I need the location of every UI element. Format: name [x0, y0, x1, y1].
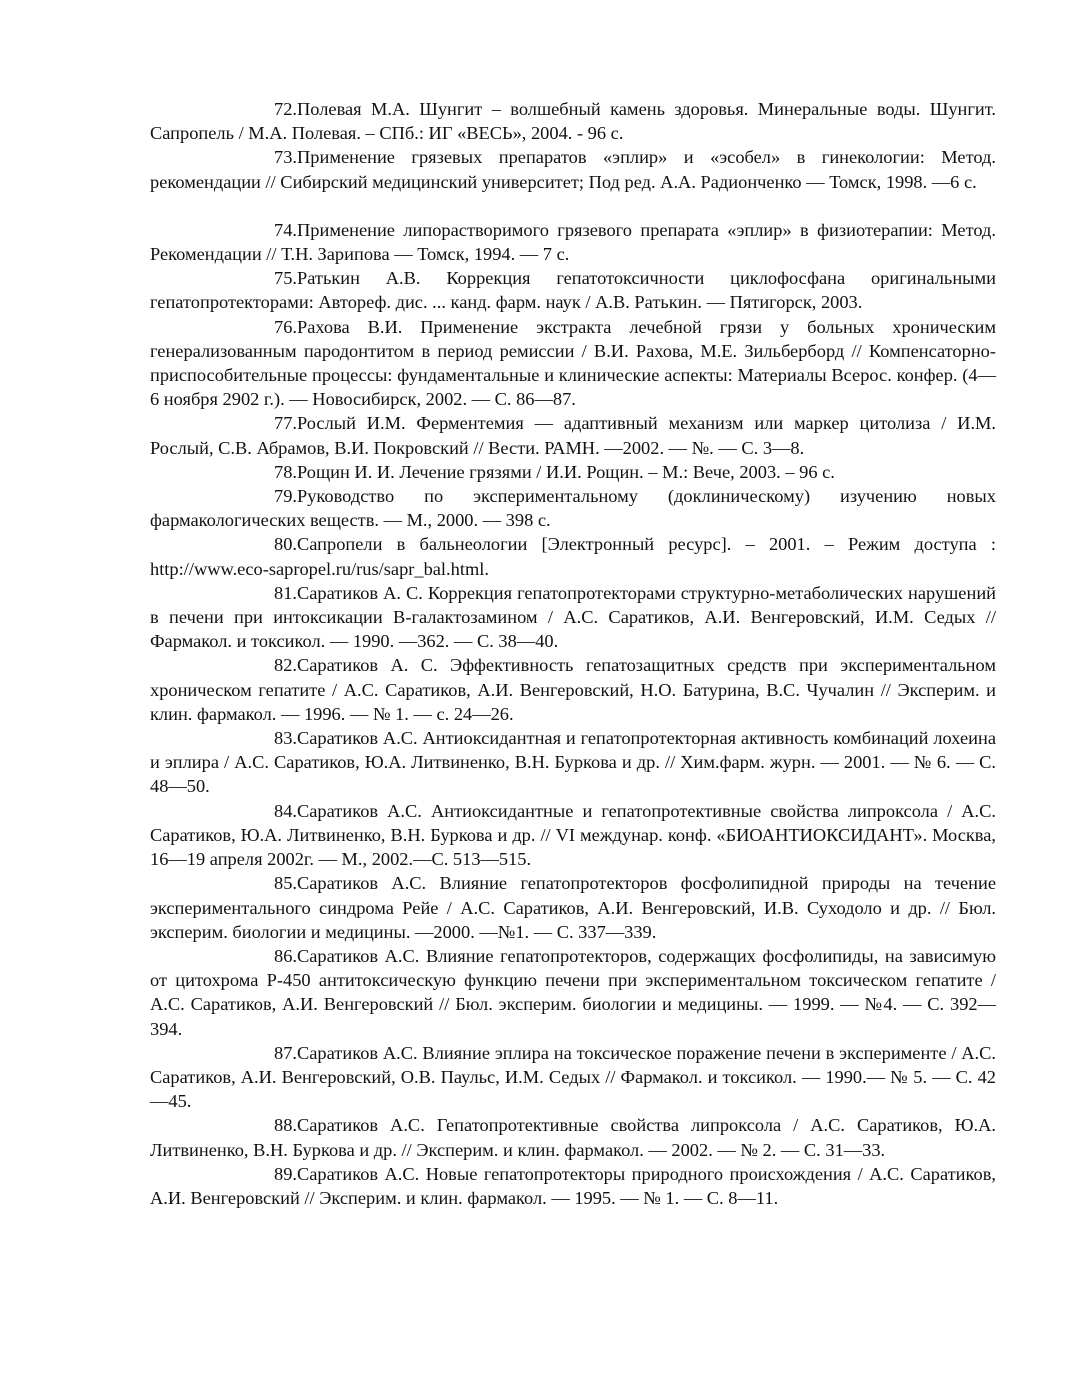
reference-84 [150, 799, 996, 872]
reference-text: Ратькин А.В. Коррекция гепатотоксичности циклофосфана оригинальными гепатопротекторами: Автореф. дис. ... канд. фарм. наук / А.В. Ратькин. — Пятигорск, 2003. [150, 268, 996, 313]
reference-text: Применение липорастворимого грязевого препарата «эплир» в физиотерапии: Метод. Рекомендации // Т.Н. Зарипова — Томск, 1994. — 7 с. [150, 219, 996, 265]
reference-77 [150, 411, 996, 459]
reference-85 [150, 871, 996, 944]
reference-82 [150, 653, 996, 726]
reference-75 [150, 266, 996, 314]
reference-81 [150, 581, 996, 654]
reference-text: Саратиков А.С. Влияние эплира на токсическое поражение печени в эксперименте / А.С. Саратиков, А.И. Венгеровский, О.В. Паульс, И.М. Седых // Фармакол. и токсикол. — 1990.— № 5. — С. 42—45. [150, 1042, 996, 1112]
reference-80 [150, 532, 996, 580]
reference-text: Руководство по экспериментальному (доклиническому) изучению новых фармакологических веществ. — М., 2000. — 398 с. [150, 486, 996, 531]
reference-text: Рощин И. И. Лечение грязями / И.И. Рощин. – М.: Вече, 2003. – 96 с. [297, 461, 835, 482]
reference-78 [150, 460, 996, 484]
reference-text: Рослый И.М. Ферментемия — адаптивный механизм или маркер цитолиза / И.М. Рослый, С.В. Абрамов, В.И. Покровский // Вести. РАМН. —2002. — №. — С. 3—8. [150, 413, 996, 458]
reference-number: 73. [274, 147, 297, 168]
reference-text: Саратиков А.С. Антиоксидантная и гепатопротекторная активность комбинаций лохеина и эплира / А.С. Саратиков, Ю.А. Литвиненко, В.Н. Буркова и др. // Хим.фарм. журн. — 2001. — № 6. — С. 48—50. [150, 728, 996, 797]
reference-number: 85. [274, 873, 297, 894]
reference-number: 88. [274, 1115, 297, 1136]
reference-text: Применение грязевых препаратов «эплир» и «эсобел» в гинекологии: Метод. рекомендации // Сибирский медицинский университет; Под ред. А.А. Радионченко — Томск, 1998. —6 с. [150, 147, 996, 192]
reference-text: Сапропели в бальнеологии [Электронный ресурс]. – 2001. – Режим доступа : http://www.eco-sapropel.ru/rus/sapr_bal.html. [150, 534, 996, 579]
reference-76 [150, 315, 996, 412]
reference-74 [150, 218, 996, 266]
reference-86 [150, 944, 996, 1041]
reference-73 [150, 145, 996, 193]
reference-number: 86. [274, 945, 297, 966]
reference-text: Саратиков А. С. Коррекция гепатопротекторами структурно-метаболических нарушений в печени при интоксикации В-галактозамином / А.С. Саратиков, А.И. Венгеровский, И.М. Седых // Фармакол. и токсикол. — 1990. —362. — С. 38—40. [150, 582, 996, 652]
reference-number: 84. [274, 800, 297, 821]
reference-72 [150, 97, 996, 145]
reference-87 [150, 1041, 996, 1114]
reference-number: 72. [274, 99, 297, 119]
reference-number: 79. [274, 486, 297, 507]
reference-number: 81. [274, 582, 297, 603]
reference-number: 89. [274, 1163, 297, 1184]
reference-text: Саратиков А.С. Антиоксидантные и гепатопротективные свойства липроксола / А.С. Саратиков, Ю.А. Литвиненко, В.Н. Буркова и др. // VI междунар. конф. «БИОАНТИОКСИДАНТ». Москва, 16—19 апреля 2002г. — М., 2002.—С. 513—515. [150, 800, 996, 870]
reference-number: 76. [274, 316, 297, 337]
reference-number: 87. [274, 1042, 297, 1063]
reference-number: 80. [274, 534, 297, 555]
reference-88 [150, 1113, 996, 1161]
reference-number: 77. [274, 413, 297, 434]
reference-text: Саратиков А.С. Влияние гепатопротекторов фосфолипидной природы на течение экспериментального синдрома Рейе / А.С. Саратиков, А.И. Венгеровский, И.В. Суходоло и др. // Бюл. эксперим. биологии и медицины. —2000. —№1. — С. 337—339. [150, 873, 996, 942]
reference-number: 82. [274, 655, 297, 676]
reference-number: 83. [274, 728, 297, 749]
reference-83 [150, 726, 996, 799]
reference-text: Полевая М.А. Шунгит – волшебный камень здоровья. Минеральные воды. Шунгит. Сапропель / М.А. Полевая. – СПб.: ИГ «ВЕСЬ», 2004. - 96 с. [150, 99, 996, 144]
bibliography-page [150, 97, 996, 1210]
reference-89 [150, 1162, 996, 1210]
reference-text: Саратиков А.С. Новые гепатопротекторы природного происхождения / А.С. Саратиков, А.И. Венгеровский // Эксперим. и клин. фармакол. — 1995. — № 1. — С. 8—11. [150, 1163, 996, 1208]
reference-text: Саратиков А.С. Влияние гепатопротекторов, содержащих фосфолипиды, на зависимую от цитохрома Р-450 антитоксическую функцию печени при экспериментальном токсическом гепатите / А.С. Саратиков, А.И. Венгеровский // Бюл. эксперим. биологии и медицины. — 1999. — №4. — С. 392—394. [150, 945, 996, 1039]
reference-number: 75. [274, 268, 297, 289]
reference-79 [150, 484, 996, 532]
reference-number: 78. [274, 461, 297, 482]
reference-text: Саратиков А.С. Гепатопротективные свойства липроксола / А.С. Саратиков, Ю.А. Литвиненко, В.Н. Буркова и др. // Эксперим. и клин. фармакол. — 2002. — № 2. — С. 31—33. [150, 1115, 996, 1160]
reference-text: Рахова В.И. Применение экстракта лечебной грязи у больных хроническим генерализованным пародонтитом в период ремиссии / В.И. Рахова, М.Е. Зильберборд // Компенсаторно-приспособительные процессы: фундаментальные и клинические аспекты: Материалы Всерос. конфер. (4—6 ноября 2902 г.). — Новосибирск, 2002. — С. 86—87. [150, 316, 996, 410]
reference-text: Саратиков А. С. Эффективность гепатозащитных средств при экспериментальном хроническом гепатите / А.С. Саратиков, А.И. Венгеровский, Н.О. Батурина, В.С. Чучалин // Эксперим. и клин. фармакол. — 1996. — № 1. — с. 24—26. [150, 655, 996, 724]
reference-number: 74. [274, 219, 297, 240]
